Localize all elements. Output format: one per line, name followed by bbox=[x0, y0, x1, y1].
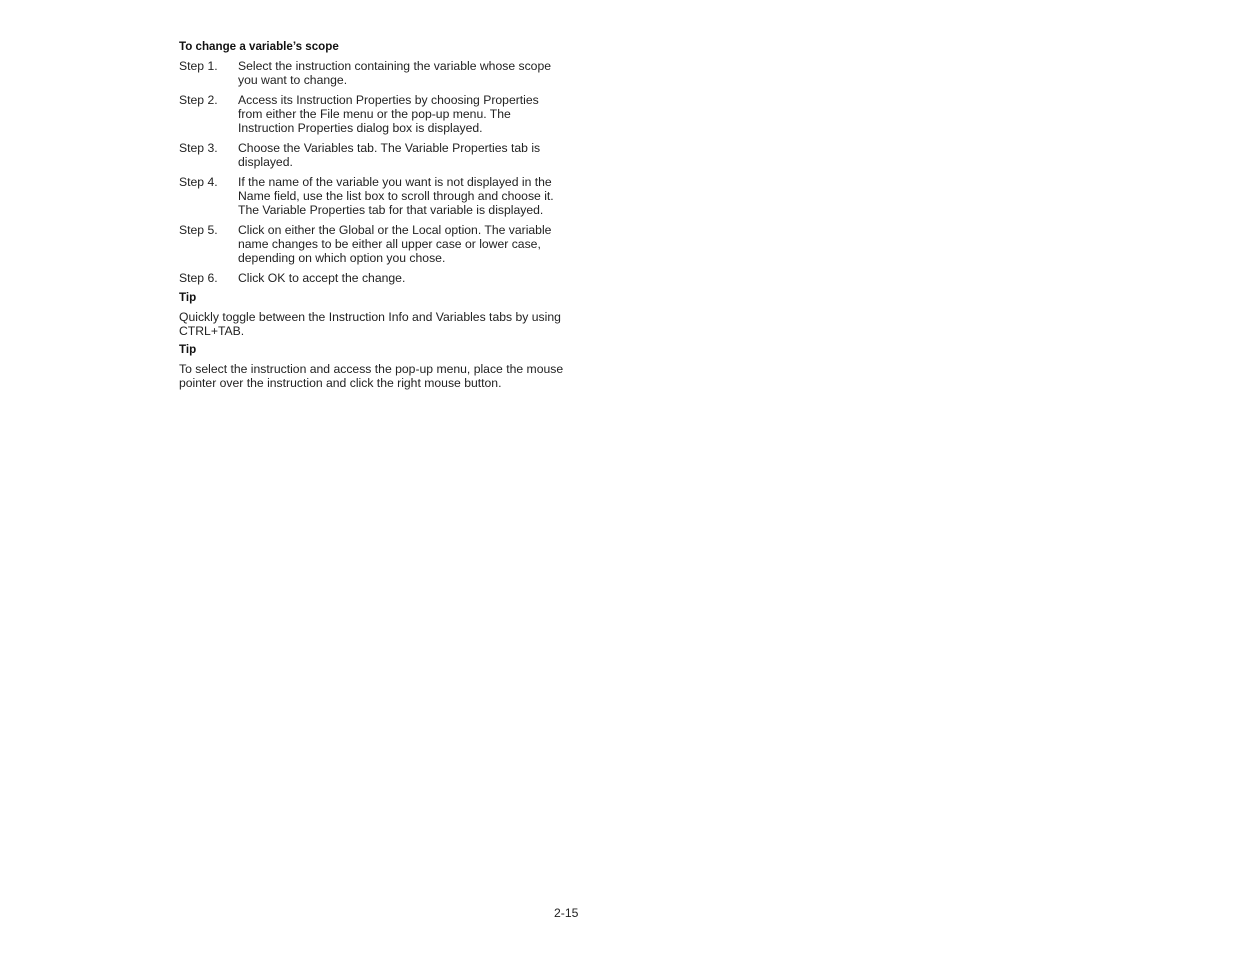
step-text: Click OK to accept the change. bbox=[238, 271, 406, 285]
page-content bbox=[179, 40, 564, 395]
step-label: Step 3. bbox=[179, 141, 218, 155]
page-number: 2-15 bbox=[554, 906, 579, 920]
step-item bbox=[179, 175, 564, 217]
step-list bbox=[179, 59, 564, 285]
step-label: Step 6. bbox=[179, 271, 218, 285]
tip-text: Quickly toggle between the Instruction Info and Variables tabs by using CTRL+TAB. bbox=[179, 310, 561, 338]
step-item bbox=[179, 271, 564, 285]
tip-title: Tip bbox=[179, 343, 197, 356]
step-text: Choose the Variables tab. The Variable Properties tab is displayed. bbox=[238, 141, 541, 169]
step-label: Step 4. bbox=[179, 175, 218, 189]
tip-text: To select the instruction and access the pop-up menu, place the mouse pointer over the instruction and click the right mouse button. bbox=[179, 362, 564, 390]
step-text: Select the instruction containing the variable whose scope you want to change. bbox=[238, 59, 552, 87]
step-text: Access its Instruction Properties by choosing Properties from either the File menu or the pop-up menu. The Instruction Properties dialog box is displayed. bbox=[238, 93, 539, 135]
step-item bbox=[179, 223, 564, 265]
step-label: Step 2. bbox=[179, 93, 218, 107]
step-label: Step 5. bbox=[179, 223, 218, 237]
section-heading: To change a variable’s scope bbox=[179, 40, 339, 53]
tip-title: Tip bbox=[179, 291, 197, 304]
tip-block bbox=[179, 291, 564, 338]
step-text: Click on either the Global or the Local option. The variable name changes to be either all upper case or lower case, depending on which option you chose. bbox=[238, 223, 552, 265]
step-item bbox=[179, 59, 564, 87]
step-item bbox=[179, 141, 564, 169]
step-label: Step 1. bbox=[179, 59, 218, 73]
tip-block bbox=[179, 343, 564, 390]
step-text: If the name of the variable you want is not displayed in the Name field, use the list box to scroll through and choose it. The Variable Properties tab for that variable is displayed. bbox=[238, 175, 554, 217]
step-item bbox=[179, 93, 564, 135]
